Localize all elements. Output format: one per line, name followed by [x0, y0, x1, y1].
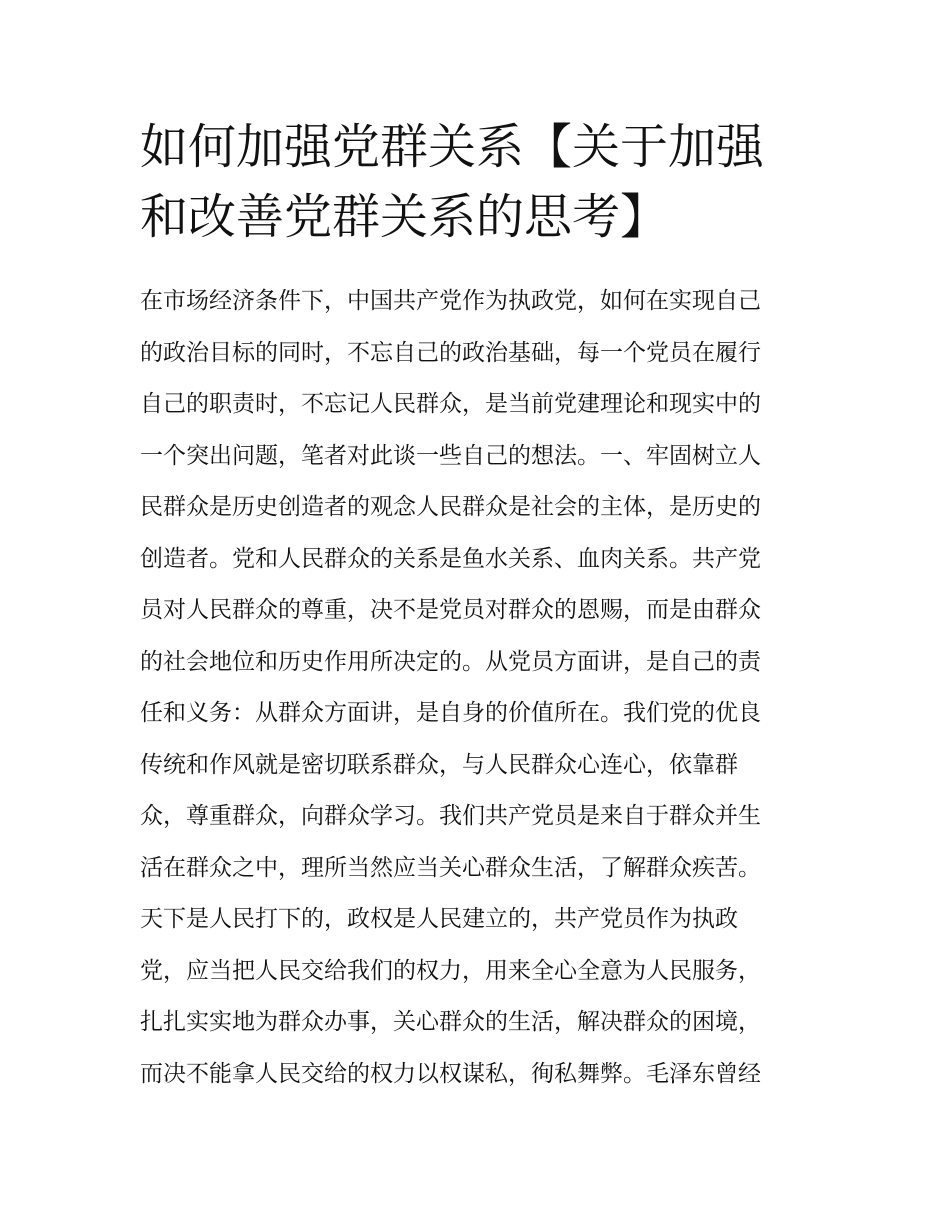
body-line: 传统和作风就是密切联系群众，与人民群众心连心，依靠群 [140, 751, 738, 778]
body-line: 员对人民群众的尊重，决不是党员对群众的恩赐，而是由群众 [140, 597, 761, 623]
body-line: 的社会地位和历史作用所决定的。从党员方面讲，是自己的责 [140, 648, 761, 675]
body-line: 党，应当把人民交给我们的权力，用来全心全意为人民服务， [140, 957, 761, 984]
body-line: 活在群众之中，理所当然应当关心群众生活，了解群众疾苦。 [140, 854, 761, 881]
body-line: 扎扎实实地为群众办事，关心群众的生活，解决群众的困境， [140, 1009, 761, 1035]
body-line: 任和义务：从群众方面讲，是自身的价值所在。我们党的优良 [140, 700, 761, 726]
title-line: 和改善党群关系的思考】 [140, 189, 669, 245]
body-line: 的政治目标的同时，不忘自己的政治基础，每一个党员在履行 [140, 339, 761, 366]
body-line: 一个突出问题，笔者对此谈一些自己的想法。一、牢固树立人 [140, 442, 761, 469]
body-line: 天下是人民打下的，政权是人民建立的，共产党员作为执政 [140, 906, 738, 932]
body-line: 自己的职责时，不忘记人民群众，是当前党建理论和现实中的 [140, 391, 761, 417]
body-line: 创造者。党和人民群众的关系是鱼水关系、血肉关系。共产党 [140, 545, 761, 572]
document-title [140, 112, 820, 252]
body-line: 民群众是历史创造者的观念人民群众是社会的主体，是历史的 [140, 494, 761, 520]
body-line: 而决不能拿人民交给的权力以权谋私，徇私舞弊。毛泽东曾经 [140, 1060, 761, 1087]
body-line: 在市场经济条件下，中国共产党作为执政党，如何在实现自己 [140, 288, 761, 314]
body-line: 众，尊重群众，向群众学习。我们共产党员是来自于群众并生 [140, 803, 761, 829]
document-body [140, 276, 815, 1100]
title-line: 如何加强党群关系【关于加强 [140, 119, 765, 175]
